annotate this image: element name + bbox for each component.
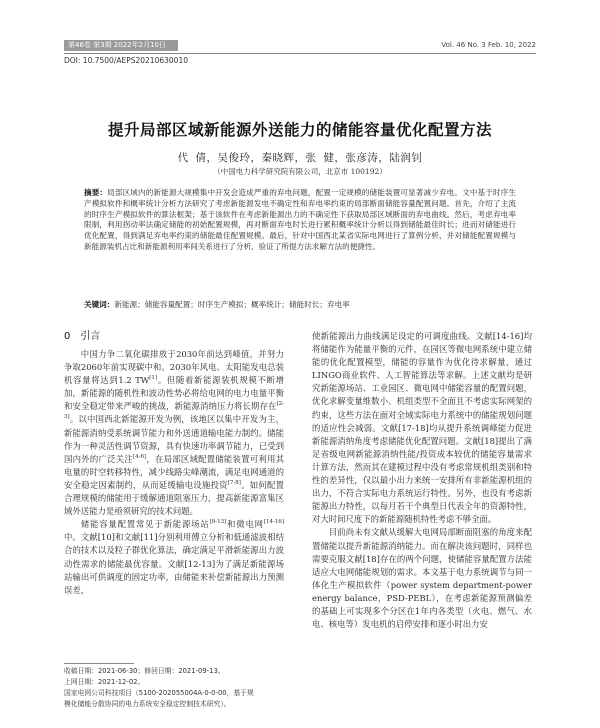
citation: [2-3] bbox=[64, 401, 284, 421]
body-column-right bbox=[312, 330, 532, 631]
footnote-line: 国家电网公司科技项目（5100-202055004A-0-0-00，基于规 bbox=[64, 689, 254, 697]
abstract-text: 局部区域内的新能源大规模集中开发会造成严重的弃电问题，配置一定规模的储能装置可显著减少弃电。文中基于时序生产模拟软件和概率统计分析方法研究了考虑新能源发电不确定性和弃电率约束的局部断面储能容量配置问题。首先，介绍了主流的时序生产模拟软件的算法框架；基于该软件在考虑新能源出力的不确定性下获取局部区域断面的弃电曲线。然后，考虑弃电率限制，利用拐动率法确定储能的初始配置规模，再对断面弃电时长进行累积概率统计分析以得到储能最佳时长；进而对储能进行优化配置，得到满足弃电率约束的储能最佳配置规模。最后，针对中国西北某省实际电网进行了算例分析，并对储能配置规模与新能源装机占比和新能源利用率间关系进行了分析，验证了所提方法求解方法的便捷性。 bbox=[84, 188, 517, 251]
journal-volume-info: Vol. 46 No. 3 Feb. 10, 2022 bbox=[441, 41, 536, 49]
citation: [4-6] bbox=[132, 453, 147, 460]
author-list: 代 倩，吴俊玲，秦晓辉，张 健，张彦涛，陆润钊 bbox=[177, 152, 423, 164]
citation: [14-16] bbox=[263, 519, 285, 526]
abstract bbox=[84, 188, 516, 253]
abstract-label: 摘要： bbox=[84, 188, 108, 197]
footnotes bbox=[64, 666, 286, 710]
citation: [7-8] bbox=[227, 480, 241, 487]
paragraph: 中国力争二氧化碳排放于2030年前达到峰值，并努力争取2060年前实现碳中和。2030年风电、太阳能发电总装机容量将达到1.2 TW[1]。但随着新能源装机规模不断增加，新能源的随机性和波动性势必将给电网的电力电量平衡和安全稳定带来严峻的挑战，新能源消纳压力将长期存在[2-3]。以中国西北新能源开发为例，该地区以集中开发为主，新能源消纳受系统调节能力和外送通道输电能力制约。储能作为一种灵活性调节资源，具有快速功率调节能力，已受到国内外的广泛关注[4-6]，在局部区域配置储能装置可利用其电量的时空转移特性，减少线路尖峰潮流，满足电网通道的安全稳定因素制约，从而延缓输电设施投资[7-8]。如何配置合理规模的储能用于缓解通道阻塞压力，提高新能源富集区域外送能力是亟须研究的技术问题。 bbox=[64, 349, 285, 517]
doi: DOI: 10.7500/AEPS20210630010 bbox=[64, 56, 188, 65]
section-heading bbox=[64, 330, 284, 344]
body-column-left bbox=[64, 330, 284, 597]
footnote-line: 收稿日期：2021-06-30；修回日期：2021-09-13。 bbox=[64, 667, 225, 675]
footnote-line: 上网日期：2021-12-02。 bbox=[64, 678, 145, 686]
paragraph: 储能容量配置常见于新能源场站[9-13]和微电网[14-16]中。文献[10]和文献[11]分别利用傅立分析和低通滤波相结合的技术以及粒子群优化算法，确定满足平滑新能源出力波动性需求的储能最优容量。文献[12-13]为了满足新能源场站输出可供调度的固定功率，由储能来补偿新能源出力预测误差， bbox=[64, 519, 285, 595]
paragraph: 目前尚未有文献从缓解大电网局部断面阻塞的角度来配置储能以提升新能源消纳能力。而在解决该问题时，同样也需要克服文献[18]存在的两个问题，使储能容量配置方法能适应大电网储能规划的需求。本文基于电力系统调节与同一体化生产模拟软件（power system department-power energy balance，PSD-PEBL），在考虑新能源预测偏差的基础上可实现多个分区在1年内各类型（火电、燃气、水电、核电等）发电机的启停安排和逐小时出力安 bbox=[312, 527, 533, 630]
section-title: 引言 bbox=[80, 331, 101, 342]
paragraph: 使新能源出力曲线满足设定的可调度曲线。文献[14-16]均将储能作为能量平衡的元件，在园区等微电网系统中建立储能的优化配置模型，储能的容量作为优化待求解量，通过LINGO商业软件、人工智能算法等求解。上述文献均是研究新能源场站、工业园区、微电网中储能容量的配置问题，优化求解变量维数小、机组类型不全面且不考虑实际网架的约束，这些方法在面对全域实际电力系统中的储能规划问题的适应性会减弱。文献[17-18]均从提升系统调峰能力促进新能源消纳角度考虑储能优化配置问题。文献[18]提出了满足省级电网新能源消纳性能/投资成本较优的储能容量需求计算方法，然而其在建模过程中没有考虑常规机组类别和特性的差异性，仅以最小出力来统一安排所有非新能源机组的出力，不符合实际电力系统运行特性。另外，也没有考虑新能源出力特性，以每月若干个典型日代表全年的资源特性，对大时间尺度下的新能源随机特性考虑不够全面。 bbox=[312, 331, 533, 525]
keywords bbox=[84, 299, 516, 310]
citation: [9-13] bbox=[209, 519, 227, 526]
section-number: 0 bbox=[64, 331, 71, 342]
footnote-divider bbox=[64, 663, 134, 664]
keywords-text: 新能源；储能容量配置；时序生产模拟；概率统计；储能时长；弃电率 bbox=[114, 300, 350, 309]
paper-title: 提升局部区域新能源外送能力的储能容量优化配置方法 bbox=[107, 121, 492, 139]
citation: [1] bbox=[149, 375, 158, 382]
header-divider bbox=[64, 53, 536, 54]
journal-issue-band: 第46卷 第3期 2022年2月10日 bbox=[64, 40, 178, 51]
affiliation: （中国电力科学研究院有限公司，北京市 100192） bbox=[213, 167, 387, 176]
keywords-label: 关键词： bbox=[84, 300, 115, 309]
footnote-line: 模化储能分散协同的电力系统安全稳定控制技术研究）。 bbox=[64, 700, 231, 708]
